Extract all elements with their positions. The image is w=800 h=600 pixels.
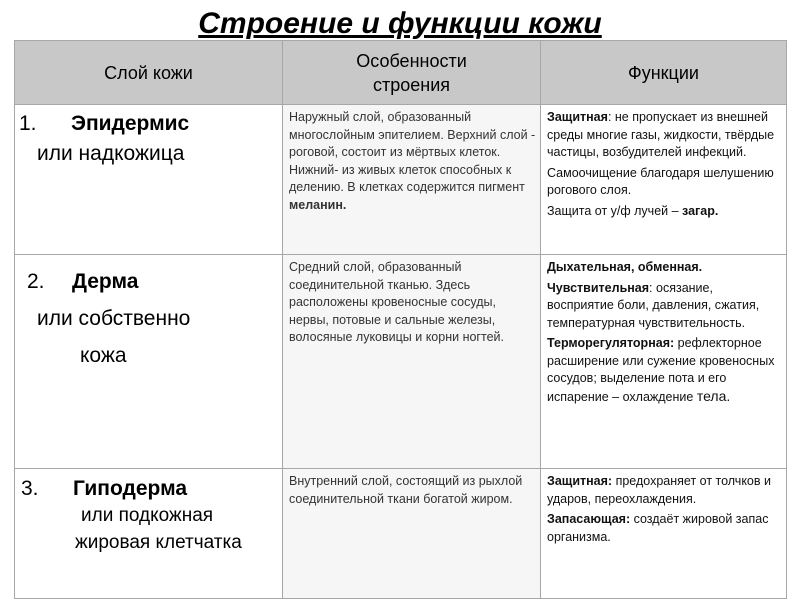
function-item (547, 109, 782, 162)
functions-cell (541, 255, 787, 469)
header-layer-label: Слой кожи (104, 62, 193, 83)
table-row (15, 255, 787, 469)
layer-name: Гиподерма (73, 477, 188, 500)
function-item (547, 165, 782, 200)
layer-cell (15, 105, 283, 255)
table-row (15, 469, 787, 599)
layer-alt-name: или собственно (37, 307, 191, 330)
layer-number: 1. (19, 112, 37, 135)
function-text: : не пропускает из внешней среды многие газы, жидкости, твёрдые частицы, возбудителей инфекций. (547, 110, 775, 159)
function-text: Защита от у/ф лучей – (547, 203, 683, 218)
header-structure-line2: строения (372, 74, 451, 95)
table-header-row (15, 41, 787, 105)
structure-cell (283, 469, 541, 599)
function-title: Защитная (547, 110, 608, 124)
function-title: Защитная: (547, 474, 613, 488)
layer-alt-name-2: жировая клетчатка (75, 532, 242, 553)
header-functions (541, 41, 787, 105)
function-title: Дыхательная, обменная. (547, 260, 703, 274)
layer-name: Дерма (72, 270, 139, 293)
function-item (547, 203, 782, 221)
structure-cell (283, 105, 541, 255)
function-item (547, 335, 782, 406)
structure-text: Наружный слой, образованный многослойным эпителием. Верхний слой - роговой, состоит из мёртвых клеток. Нижний- из живых клеток способных к делению. В клетках содержится пигмент (289, 110, 536, 194)
layer-number: 2. (27, 270, 45, 293)
function-bold-tail: загар. (682, 203, 719, 218)
layer-alt-name: или подкожная (81, 505, 214, 526)
functions-cell (541, 105, 787, 255)
function-title: Чувствительная (547, 280, 650, 295)
function-text: Самоочищение благодаря шелушению рогового слоя. (547, 165, 774, 197)
function-tail: тела. (696, 387, 731, 404)
layer-alt-name: или надкожица (37, 142, 185, 165)
function-item (547, 280, 782, 333)
function-text: рефлекторное расширение или сужение кровеносных сосудов; выделение пота и его испарение – охлаждение (547, 336, 775, 404)
structure-text: Средний слой, образованный соединительной тканью. Здесь расположены кровеносные сосуды, нервы, потовые и сальные железы, волосяные луковицы и корни ногтей. (289, 260, 504, 344)
layer-cell (15, 469, 283, 599)
header-layer (15, 41, 283, 105)
structure-text: Внутренний слой, состоящий из рыхлой соединительной ткани богатой жиром. (289, 474, 523, 506)
layer-alt-name-2: кожа (80, 344, 127, 367)
page-title: Строение и функции кожи (198, 7, 602, 40)
layer-number: 3. (21, 477, 39, 500)
layer-cell (15, 255, 283, 469)
function-text: : осязание, восприятие боли, давления, сжатия, температурная чувствительность. (547, 280, 760, 330)
structure-bold-text: меланин. (289, 197, 347, 212)
structure-cell (283, 255, 541, 469)
function-text: предохраняет от толчков и ударов, переохлаждения. (547, 474, 771, 506)
function-title: Запасающая: (547, 512, 631, 526)
functions-cell (541, 469, 787, 599)
header-structure-line1: Особенности (356, 50, 467, 71)
layer-name: Эпидермис (71, 112, 190, 135)
function-item (547, 473, 782, 508)
function-text: создаёт жировой запас организма. (547, 512, 769, 544)
header-structure (283, 41, 541, 105)
function-item (547, 259, 782, 277)
function-item (547, 511, 782, 546)
function-title: Терморегуляторная: (547, 336, 675, 350)
skin-structure-table (14, 40, 787, 599)
table-row (15, 105, 787, 255)
header-functions-label: Функции (628, 62, 699, 83)
